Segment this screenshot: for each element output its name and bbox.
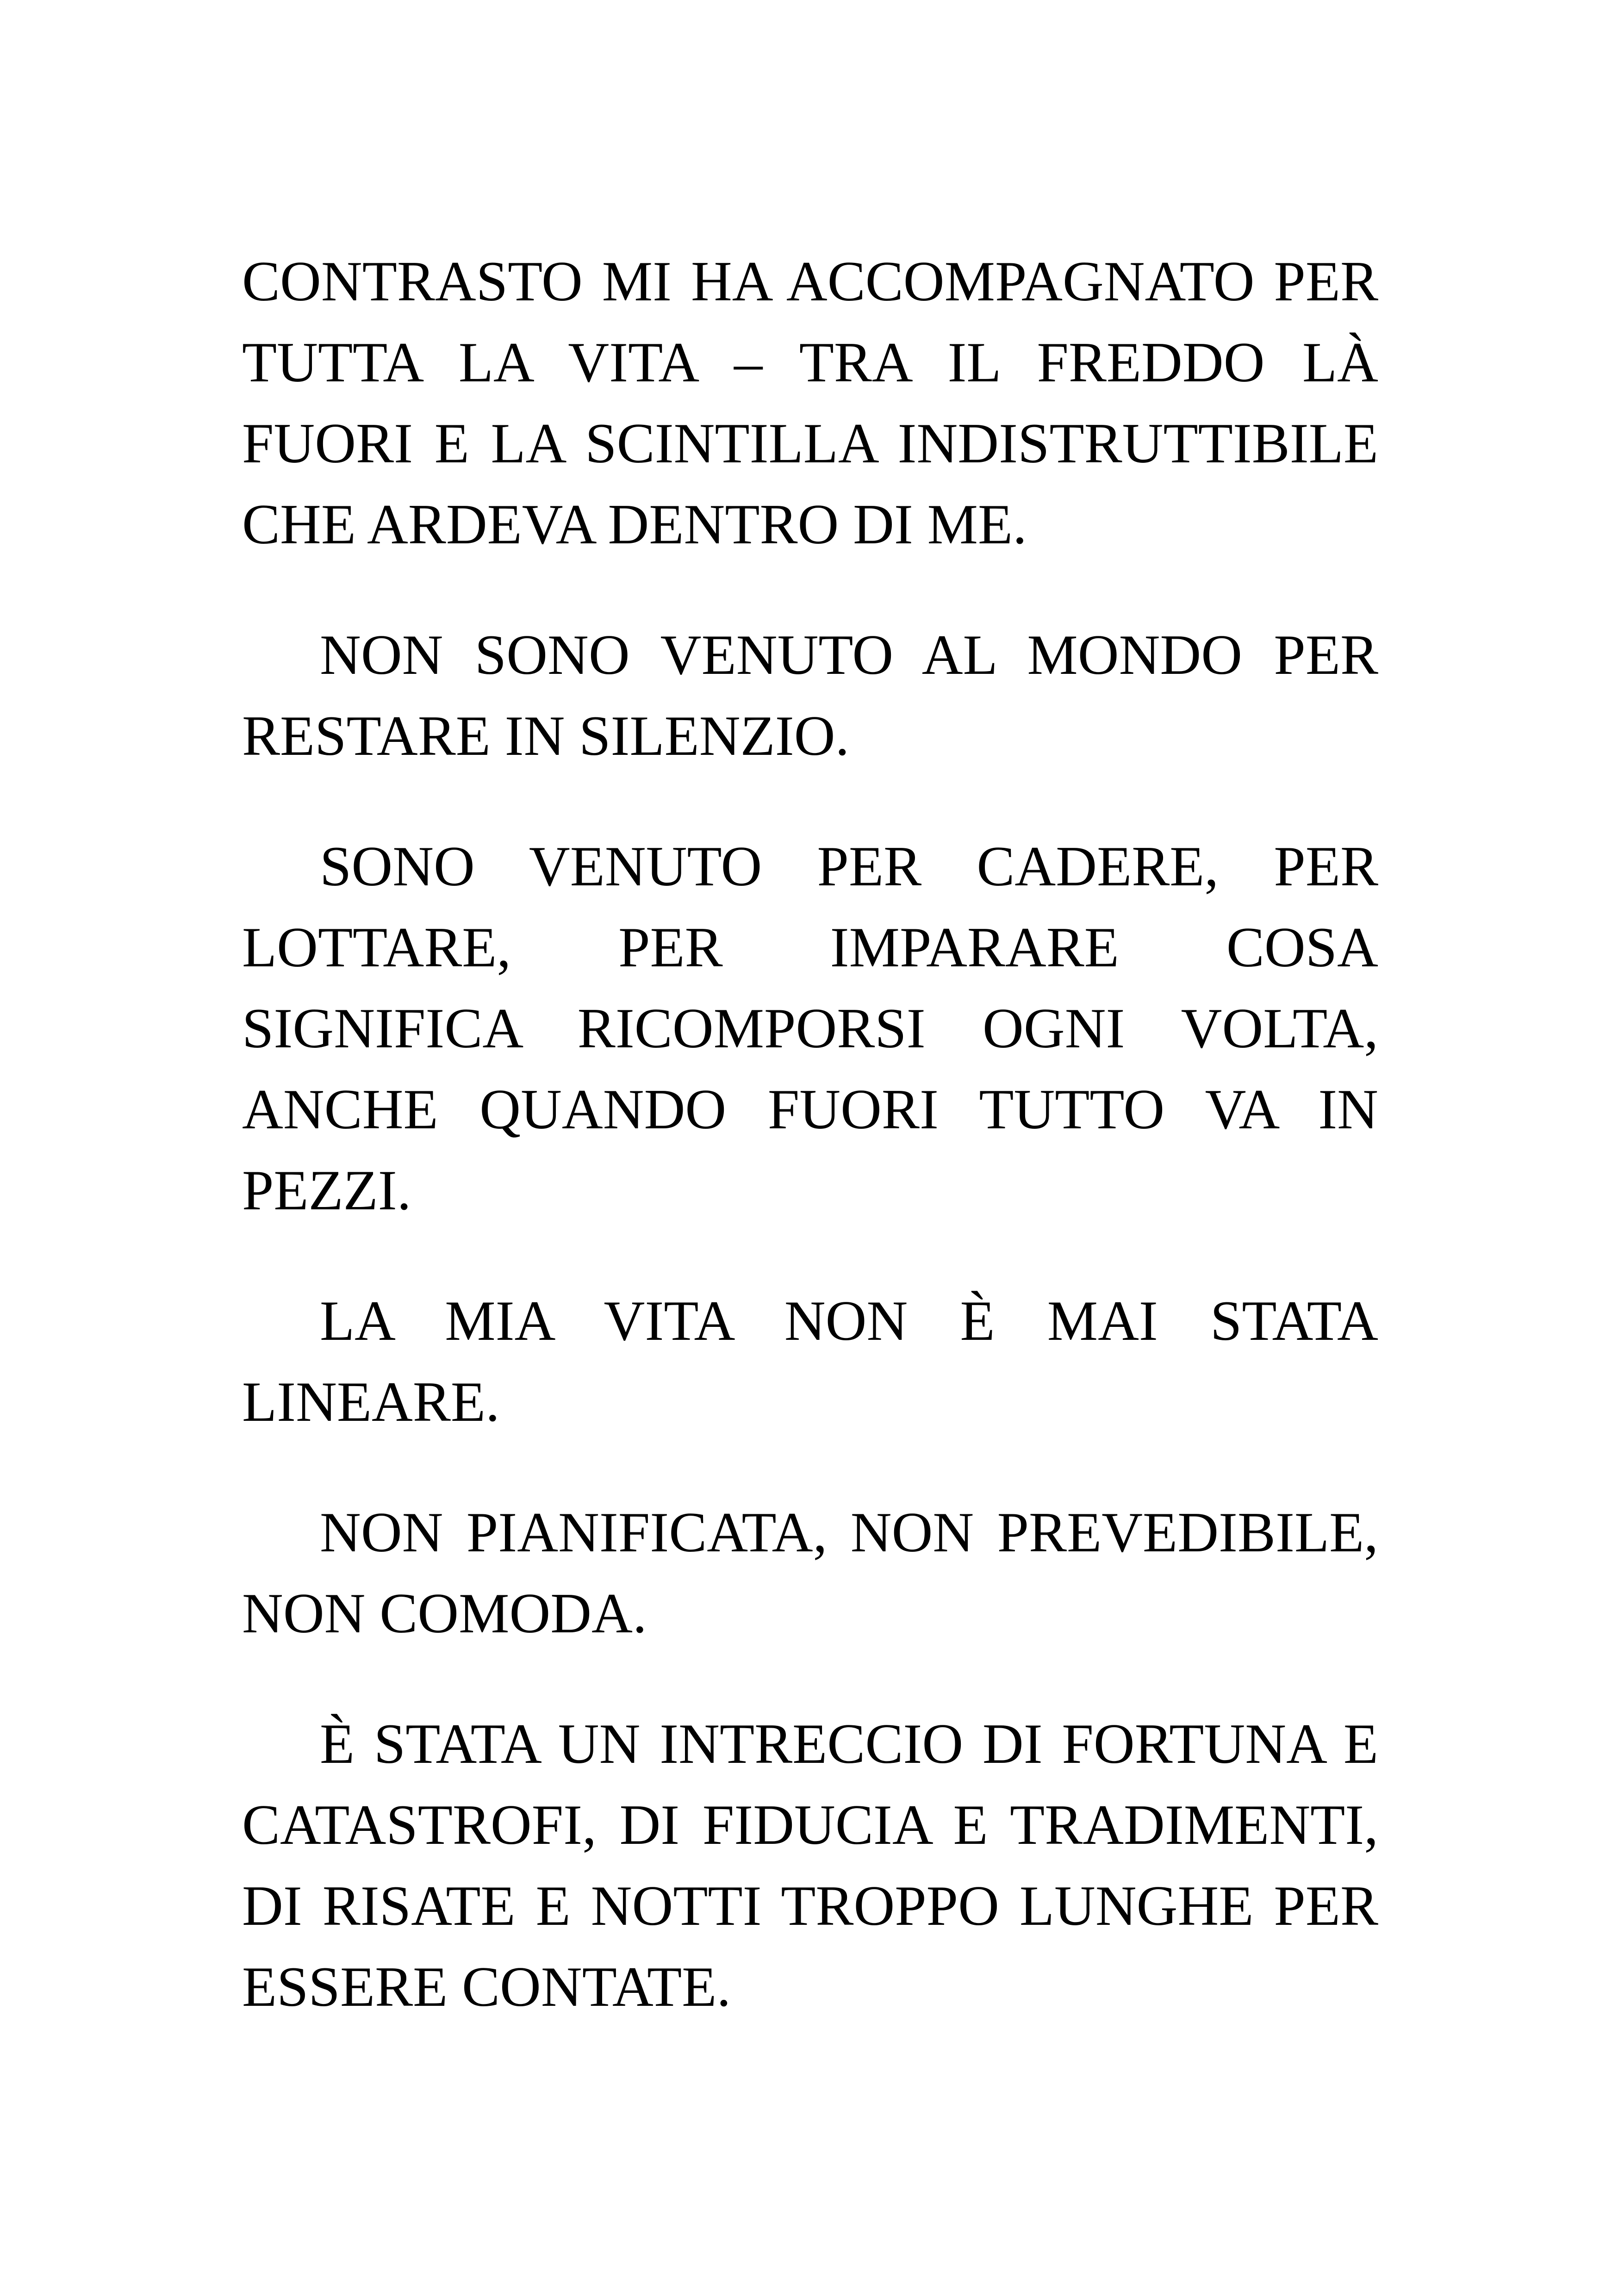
paragraph: È STATA UN INTRECCIO DI FORTUNA E CATASTROFI, DI FIDUCIA E TRADIMENTI, DI RISATE E NOTTI TROPPO LUNGHE PER ESSERE CONTATE. — [242, 1712, 1378, 2018]
body-text — [242, 241, 1378, 2027]
paragraph-continuation: CONTRASTO MI HA ACCOMPAGNATO PER TUTTA LA VITA – TRA IL FREDDO LÀ FUORI E LA SCINTILLA INDISTRUTTIBILE CHE ARDEVA DENTRO DI ME. — [242, 249, 1378, 556]
paragraph: SONO VENUTO PER CADERE, PER LOTTARE, PER IMPARARE COSA SIGNIFICA RICOMPORSI OGNI VOLTA, ANCHE QUANDO FUORI TUTTO VA IN PEZZI. — [242, 834, 1378, 1222]
paragraph: NON SONO VENUTO AL MONDO PER RESTARE IN SILENZIO. — [242, 623, 1378, 767]
paragraph: LA MIA VITA NON È MAI STATA LINEARE. — [242, 1289, 1378, 1433]
paragraph: NON PIANIFICATA, NON PREVEDIBILE, NON COMODA. — [242, 1500, 1378, 1645]
